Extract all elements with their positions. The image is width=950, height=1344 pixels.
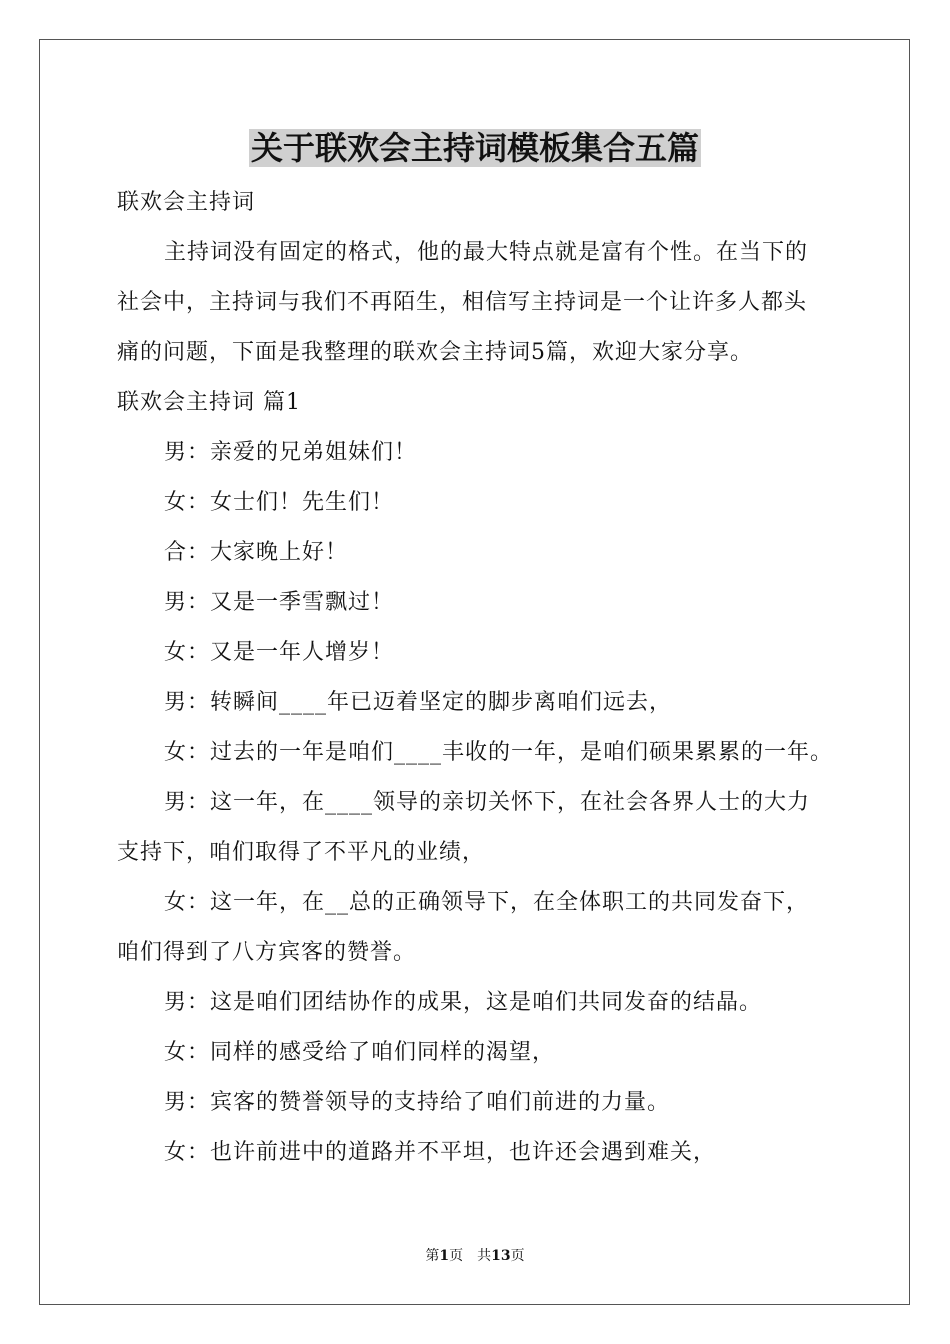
document-title (0, 126, 950, 170)
text-line: 痛的问题，下面是我整理的联欢会主持词5篇，欢迎大家分享。 (117, 340, 753, 365)
text-line: 支持下，咱们取得了不平凡的业绩， (117, 840, 486, 865)
text-line: 女：女士们！先生们！ (164, 490, 395, 515)
text-line: 女：也许前进中的道路并不平坦，也许还会遇到难关， (164, 1140, 717, 1165)
total-pages: 13 (491, 1248, 511, 1264)
section-heading: 联欢会主持词 篇1 (117, 390, 301, 415)
footer-prefix: 第 (425, 1248, 440, 1264)
footer-page-suffix: 页 共 (449, 1248, 492, 1264)
text-line: 男：转瞬间____年已迈着坚定的脚步离咱们远去， (164, 690, 673, 715)
text-line: 女：同样的感受给了咱们同样的渴望， (164, 1040, 556, 1065)
footer-total-suffix: 页 (510, 1248, 525, 1264)
text-line: 咱们得到了八方宾客的赞誉。 (117, 940, 417, 965)
text-line: 合：大家晚上好！ (164, 540, 349, 565)
text-line: 联欢会主持词 (117, 190, 256, 215)
text-line: 主持词没有固定的格式，他的最大特点就是富有个性。在当下的 (164, 240, 809, 265)
text-line: 女：过去的一年是咱们____丰收的一年，是咱们硕果累累的一年。 (164, 740, 834, 765)
text-line: 女：这一年，在__总的正确领导下，在全体职工的共同发奋下， (164, 890, 810, 915)
page-footer (0, 1246, 950, 1266)
text-line: 男：亲爱的兄弟姐妹们！ (164, 440, 418, 465)
document-body (117, 178, 857, 1178)
text-line: 社会中，主持词与我们不再陌生，相信写主持词是一个让许多人都头 (117, 290, 808, 315)
title-text: 关于联欢会主持词模板集合五篇 (250, 129, 699, 167)
text-line: 男：这一年，在____领导的亲切关怀下，在社会各界人士的大力 (164, 790, 811, 815)
text-line: 男：又是一季雪飘过！ (164, 590, 395, 615)
page-number: 1 (439, 1248, 450, 1264)
text-line: 女：又是一年人增岁！ (164, 640, 395, 665)
text-line: 男：宾客的赞誉领导的支持给了咱们前进的力量。 (164, 1090, 671, 1115)
text-line: 男：这是咱们团结协作的成果，这是咱们共同发奋的结晶。 (164, 990, 763, 1015)
